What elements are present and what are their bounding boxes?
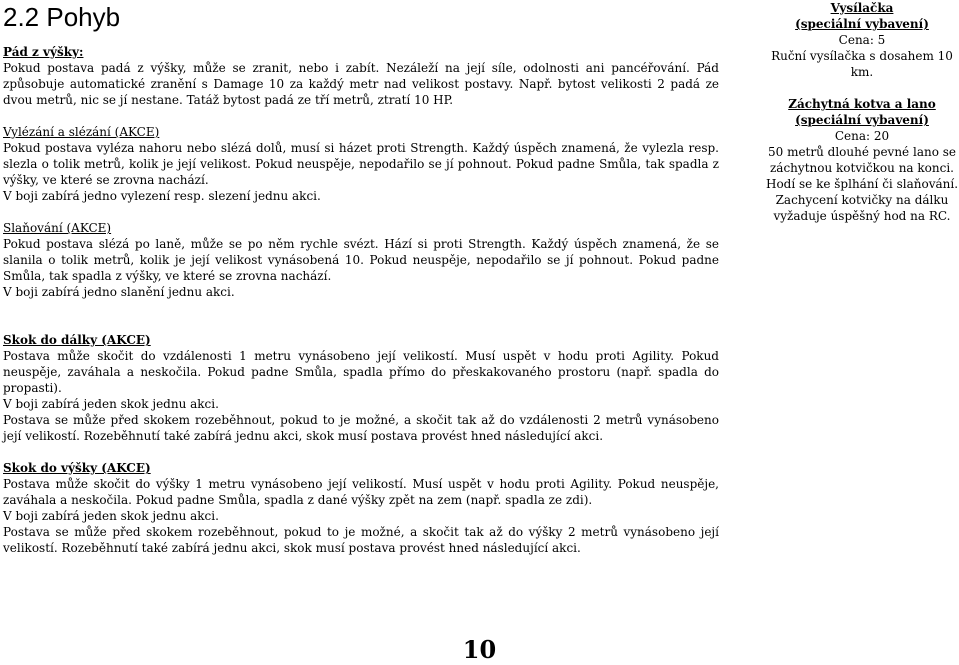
section-heading: Skok do výšky (AKCE) (3, 461, 151, 475)
section-paragraph: V boji zabírá jedno slanění jednu akci. (3, 285, 235, 299)
section-paragraph: V boji zabírá jeden skok jednu akci. (3, 397, 219, 411)
section-heading: Skok do dálky (AKCE) (3, 333, 151, 347)
section-paragraph: Pokud postava padá z výšky, může se zranit, nebo i zabít. Nezáleží na její síle, odolnosti ani pancéřování. Pád způsobuje automatické zranění s Damage 10 za každý metr nad velikost postavy. Např. bytost velikosti 2 padá ze dvou metrů, nic se jí nestane. Tatáž bytost padá ze tří metrů, ztratí 10 HP. (3, 61, 719, 107)
equipment-price: Cena: 20 (834, 129, 890, 143)
section-heading: Vylézání a slézání (AKCE) (3, 125, 160, 139)
section-paragraph: Pokud postava vyléza nahoru nebo slézá dolů, musí si házet proti Strength. Každý úspěch znamená, že vylezla resp. slezla o tolik metrů, kolik je její velikost. Pokud neuspěje, nepodařilo se jí pohnout. Pokud padne Smůla, tak spadla z výšky, ve které se zrovna nachází. (3, 141, 719, 187)
equipment-price: Cena: 5 (838, 33, 886, 47)
section-climb (3, 124, 719, 204)
section-long-jump (3, 332, 719, 444)
section-paragraph: V boji zabírá jeden skok jednu akci. (3, 509, 219, 523)
section-paragraph: Postava může skočit do vzdálenosti 1 metru vynásobeno její velikostí. Musí uspět v hodu proti Agility. Pokud neuspěje, zaváhala a neskočila. Pokud padne Smůla, spadla přímo do přeskakovaného prostoru (např. spadla do propasti). (3, 349, 719, 395)
equipment-item-anchor (763, 96, 959, 224)
equipment-subtitle: (speciální vybavení) (795, 113, 929, 127)
equipment-description: Ruční vysílačka s dosahem 10 km. (771, 49, 953, 79)
equipment-name: Záchytná kotva a lano (788, 97, 936, 111)
section-paragraph: V boji zabírá jedno vylezení resp. slezení jednu akci. (3, 189, 321, 203)
section-paragraph: Postava se může před skokem rozeběhnout, pokud to je možné, a skočit tak až do vzdálenosti 2 metrů vynásobeno její velikostí. Rozeběhnutí také zabírá jednu akci, skok musí postava provést hned následující akci. (3, 413, 719, 443)
section-fall (3, 44, 719, 108)
section-heading: Slaňování (AKCE) (3, 221, 112, 235)
page-number: 10 (462, 635, 497, 664)
section-paragraph: Pokud postava slézá po laně, může se po něm rychle svézt. Hází si proti Strength. Každý úspěch znamená, že se slanila o tolik metrů, kolik je její velikost vynásobená 10. Pokud neuspěje, nepodařilo se jí pohnout. Pokud padne Smůla, tak spadla z výšky, ve které se zrovna nachází. (3, 237, 719, 283)
section-paragraph: Postava se může před skokem rozeběhnout, pokud to je možné, a skočit tak až do výšky 2 metrů vynásobeno její velikostí. Rozeběhnutí také zabírá jednu akci, skok musí postava provést hned následující akci. (3, 525, 719, 555)
section-paragraph: Postava může skočit do výšky 1 metru vynásobeno její velikostí. Musí uspět v hodu proti Agility. Pokud neuspěje, zaváhala a neskočila. Pokud padne Smůla, spadla z dané výšky zpět na zem (např. spadla ze zdi). (3, 477, 719, 507)
equipment-item-radio (763, 0, 959, 80)
section-heading: Pád z výšky: (3, 45, 84, 59)
page-title: 2.2 Pohyb (3, 2, 121, 32)
equipment-sidebar (763, 0, 959, 224)
main-column (3, 44, 719, 556)
equipment-subtitle: (speciální vybavení) (795, 17, 929, 31)
equipment-description: 50 metrů dlouhé pevné lano se záchytnou kotvičkou na konci. Hodí se ke šplhání či slaňování. Zachycení kotvičky na dálku vyžaduje úspěšný hod na RC. (765, 145, 959, 223)
equipment-name: Vysílačka (830, 1, 894, 15)
section-high-jump (3, 460, 719, 556)
section-rappel (3, 220, 719, 300)
